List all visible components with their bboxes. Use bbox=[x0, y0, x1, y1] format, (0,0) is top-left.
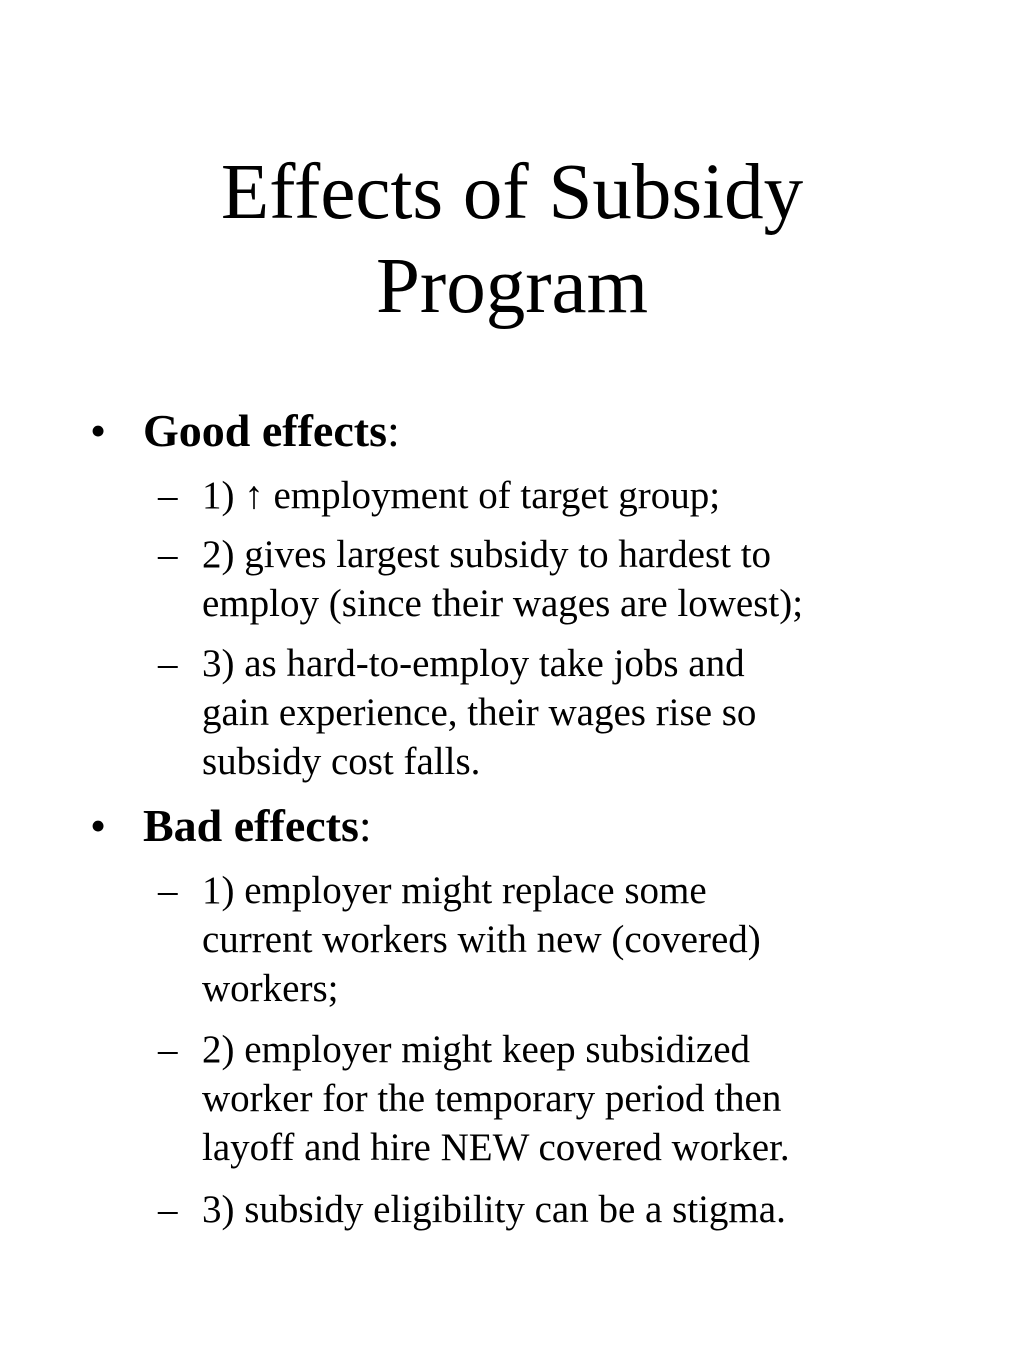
sub-item-line: workers; bbox=[202, 967, 339, 1010]
dash-marker: – bbox=[158, 1188, 178, 1231]
sub-item-line: 3) as hard-to-employ take jobs and bbox=[202, 642, 745, 685]
bullet-colon: : bbox=[386, 405, 400, 456]
dash-marker: – bbox=[158, 642, 178, 685]
bullet-marker: • bbox=[90, 800, 107, 851]
sub-item-line: 1) ↑ employment of target group; bbox=[202, 474, 721, 517]
sub-item bbox=[158, 1185, 1002, 1234]
slide-title bbox=[0, 146, 1024, 334]
bullet-marker: • bbox=[90, 405, 107, 456]
bullet-heading: Bad effects bbox=[143, 800, 359, 851]
sub-item-line: layoff and hire NEW covered worker. bbox=[202, 1126, 790, 1169]
sub-item-line: 2) gives largest subsidy to hardest to bbox=[202, 533, 772, 576]
sub-item-line: subsidy cost falls. bbox=[202, 740, 481, 783]
title-line-1: Effects of Subsidy bbox=[220, 149, 804, 236]
bullet-bad-effects bbox=[90, 800, 372, 851]
dash-marker: – bbox=[158, 869, 178, 912]
sub-item-line: 2) employer might keep subsidized bbox=[202, 1028, 751, 1071]
dash-marker: – bbox=[158, 1028, 178, 1071]
title-line-2: Program bbox=[375, 243, 649, 330]
bullet-good-effects bbox=[90, 405, 400, 456]
sub-item bbox=[158, 471, 1002, 520]
dash-marker: – bbox=[158, 474, 178, 517]
sub-item-line: current workers with new (covered) bbox=[202, 918, 761, 961]
sub-item-line: 3) subsidy eligibility can be a stigma. bbox=[202, 1188, 786, 1231]
sub-item-line: employ (since their wages are lowest); bbox=[202, 582, 804, 625]
sub-item-line: 1) employer might replace some bbox=[202, 869, 707, 912]
bullet-colon: : bbox=[358, 800, 372, 851]
sub-item bbox=[158, 530, 1002, 628]
sub-item-line: gain experience, their wages rise so bbox=[202, 691, 757, 734]
sub-item bbox=[158, 866, 1002, 1013]
sub-item bbox=[158, 1025, 1002, 1172]
bullet-heading: Good effects bbox=[143, 405, 387, 456]
sub-item-line: worker for the temporary period then bbox=[202, 1077, 782, 1120]
sub-item bbox=[158, 639, 1002, 786]
dash-marker: – bbox=[158, 533, 178, 576]
